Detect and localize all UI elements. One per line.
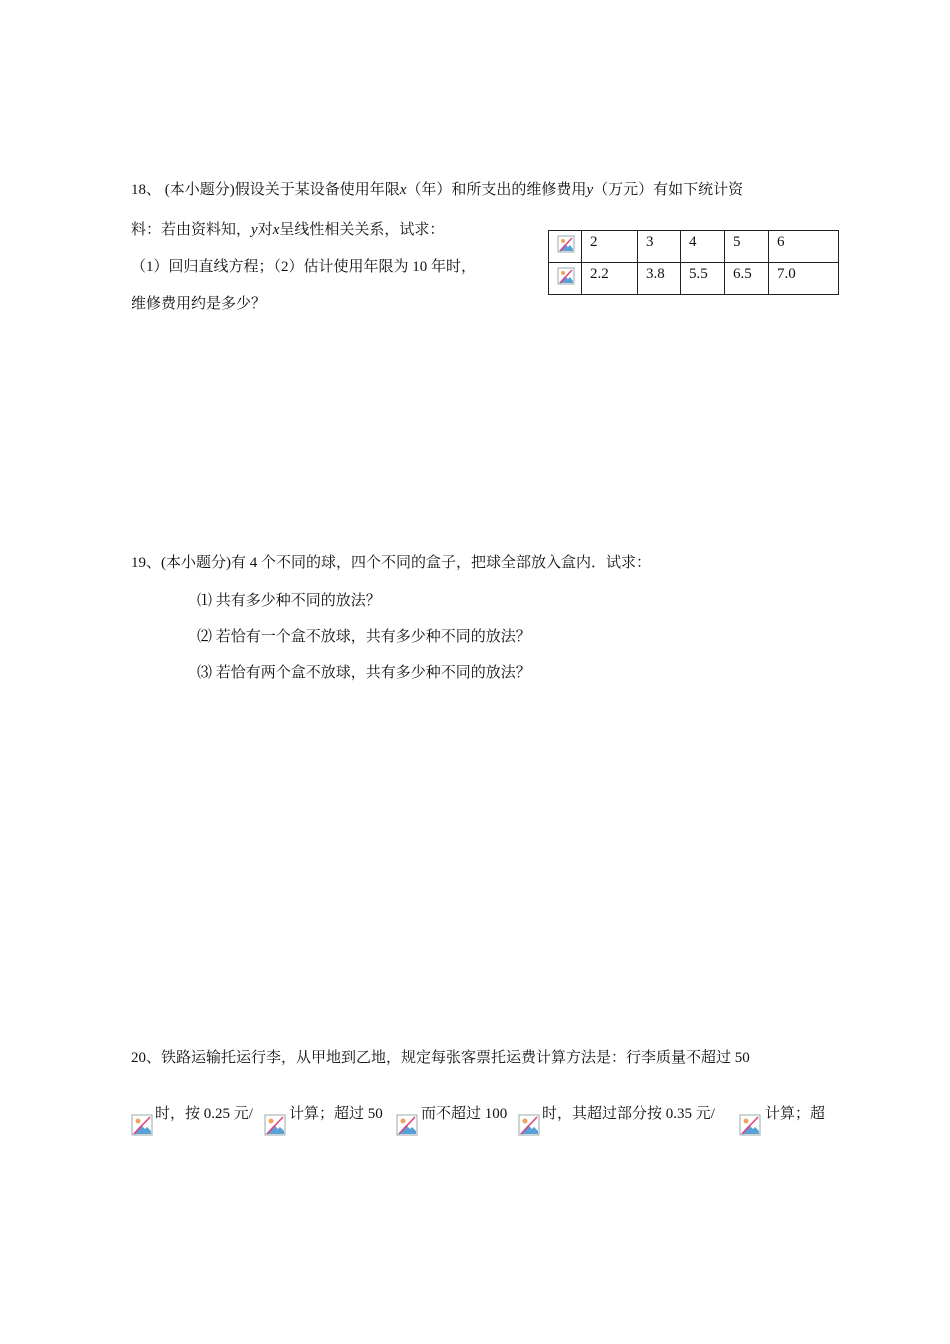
q20-line1: 20、铁路运输托运行李，从甲地到乙地，规定每张客票托运费计算方法是：行李质量不超过 50 — [131, 1050, 750, 1066]
table-row — [549, 263, 839, 295]
q18-line4: 维修费用约是多少？ — [131, 296, 267, 312]
q18-text: 呈线性相关关系，试求： — [279, 222, 445, 238]
q18-line3: （1）回归直线方程；（2）估计使用年限为 10 年时， — [131, 259, 477, 275]
var-y: y — [251, 222, 258, 238]
q20-seg1: 时，按 0.25 元/ — [155, 1106, 253, 1122]
table-cell: 2 — [582, 231, 638, 263]
q20-seg4: 时，其超过部分按 0.35 元/ — [542, 1106, 715, 1122]
broken-image-icon — [557, 235, 575, 253]
q20-seg2: 计算；超过 50 — [289, 1106, 383, 1122]
q18-text: 18、 (本小题分)假设关于某设备使用年限 — [131, 182, 400, 198]
table-cell: 3 — [638, 231, 681, 263]
table-cell: 4 — [681, 231, 725, 263]
broken-image-icon — [396, 1114, 418, 1136]
table-cell: 6 — [769, 231, 839, 263]
var-x: x — [272, 222, 280, 238]
table-row — [549, 231, 839, 263]
q19-item3: ⑶ 若恰有两个盒不放球，共有多少种不同的放法？ — [197, 665, 531, 681]
q18-text: 对 — [257, 222, 273, 238]
broken-image-icon — [264, 1114, 286, 1136]
q18-text: （年）和所支出的维修费用 — [406, 182, 587, 198]
broken-image-icon — [131, 1114, 153, 1136]
table-cell: 7.0 — [769, 263, 839, 295]
var-x: x — [399, 182, 407, 198]
row-header-y — [549, 263, 582, 295]
data-table — [548, 230, 839, 295]
var-y: y — [586, 182, 594, 198]
broken-image-icon — [518, 1114, 540, 1136]
q20-seg5: 计算；超 — [765, 1106, 826, 1122]
broken-image-icon — [557, 267, 575, 285]
table-cell: 5 — [725, 231, 769, 263]
table-cell: 6.5 — [725, 263, 769, 295]
broken-image-icon — [739, 1114, 761, 1136]
q18-text: 料：若由资料知， — [131, 222, 252, 238]
q18-text: （万元）有如下统计资 — [593, 182, 744, 198]
table-cell: 2.2 — [582, 263, 638, 295]
table-cell: 3.8 — [638, 263, 681, 295]
q19-item2: ⑵ 若恰有一个盒不放球，共有多少种不同的放法？ — [197, 629, 531, 645]
q18-line1 — [131, 180, 743, 200]
q19-item1: ⑴ 共有多少种不同的放法？ — [197, 593, 381, 609]
q19-line1: 19、(本小题分)有 4 个不同的球，四个不同的盒子，把球全部放入盒内．试求： — [131, 555, 651, 571]
table-cell: 5.5 — [681, 263, 725, 295]
q18-line2 — [131, 220, 444, 240]
row-header-x — [549, 231, 582, 263]
q20-seg3: 而不超过 100 — [421, 1106, 508, 1122]
